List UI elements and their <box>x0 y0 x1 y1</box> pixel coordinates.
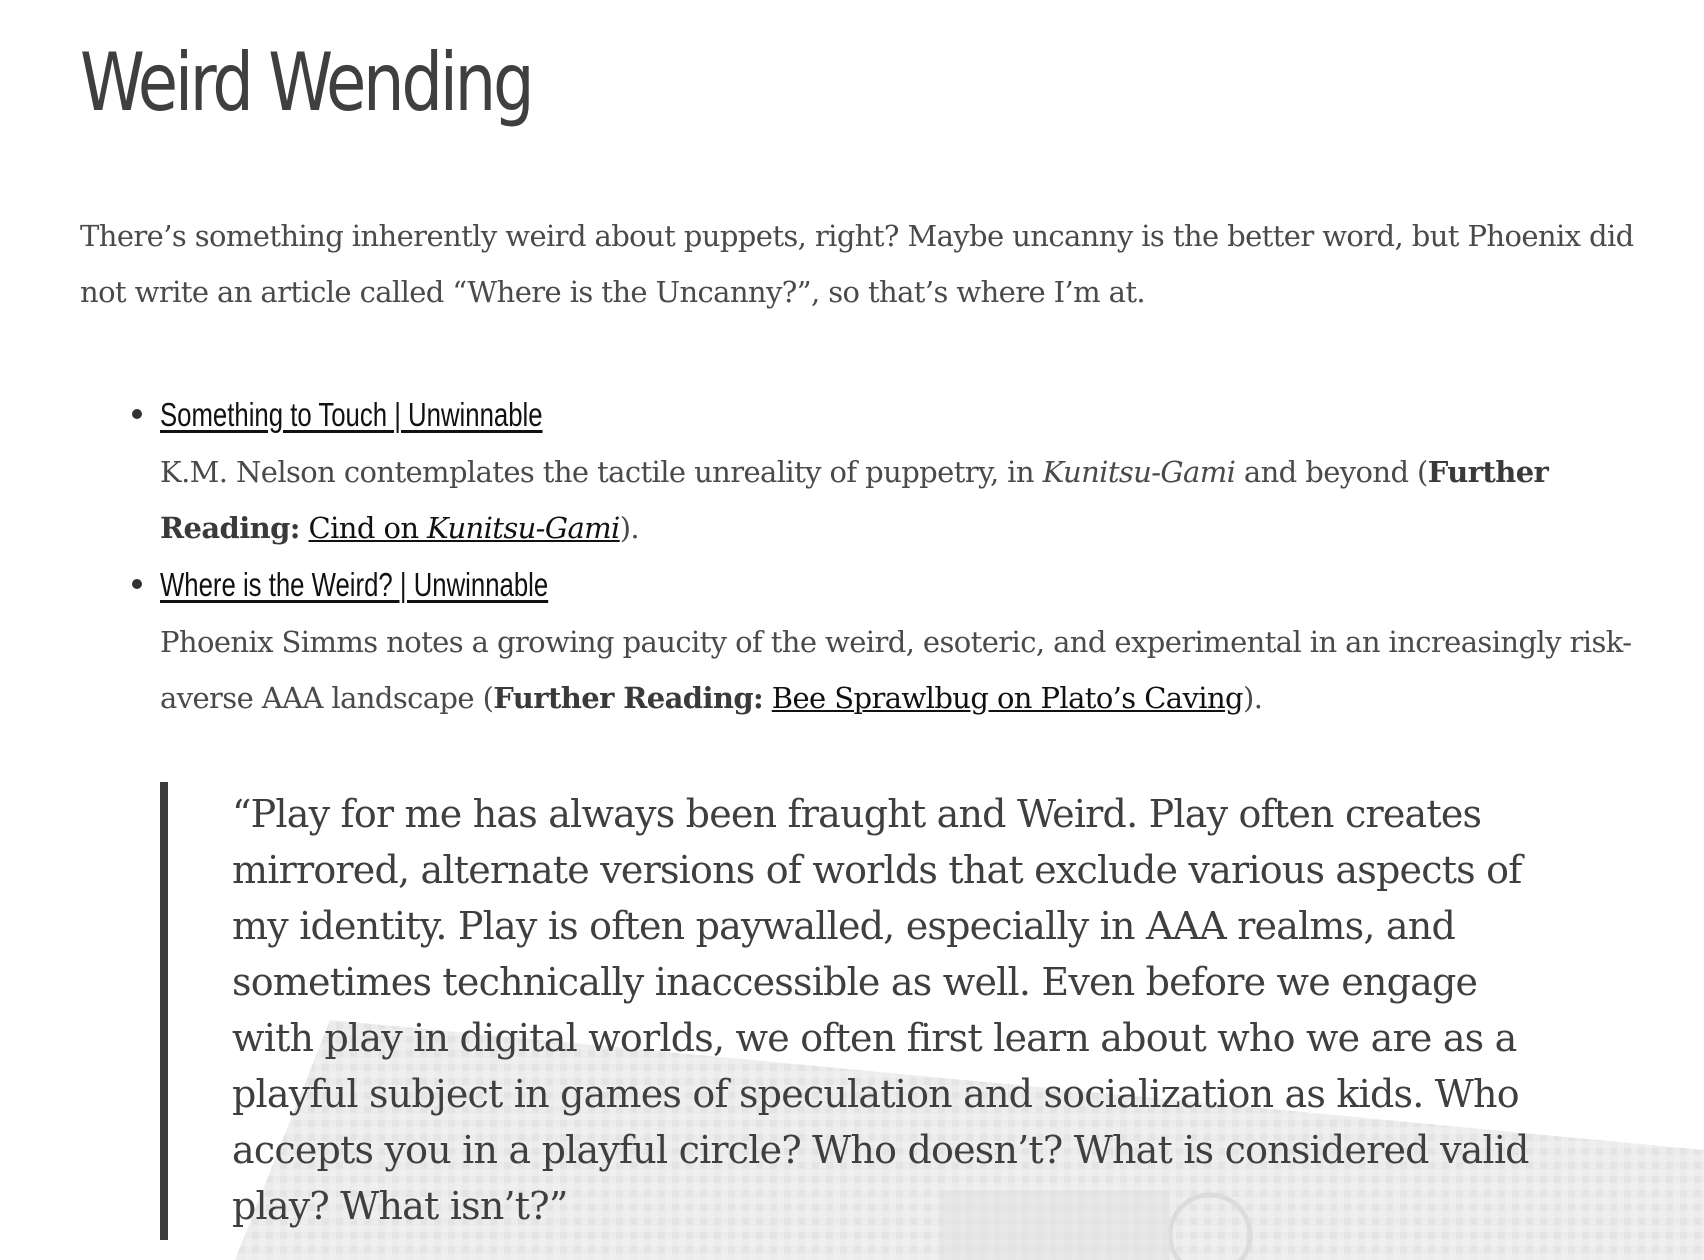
desc-end: ). <box>1242 681 1263 715</box>
intro-paragraph: There’s something inherently weird about puppets, right? Maybe uncanny is the better word, but Phoenix did not write an article called “Where is the Uncanny?”, so that’s where I’m at. <box>80 219 1634 309</box>
list-item <box>160 390 1620 556</box>
list-item <box>160 560 1632 726</box>
item-link-something-to-touch[interactable]: Something to Touch | Unwinnable <box>160 396 543 433</box>
item-description <box>160 614 1640 726</box>
further-link-text: Cind on <box>308 511 428 545</box>
game-title-italic: Kunitsu-Gami <box>1042 455 1236 489</box>
further-link-italic: Kunitsu-Gami <box>427 511 620 545</box>
further-reading-link-cind[interactable] <box>309 511 620 545</box>
desc-text: K.M. Nelson contemplates the tactile unreality of puppetry, in <box>160 455 1043 489</box>
item-description <box>160 444 1640 556</box>
item-link-where-is-the-weird[interactable]: Where is the Weird? | Unwinnable <box>160 566 549 603</box>
bullet-icon <box>132 409 142 419</box>
link-list <box>80 390 1632 726</box>
further-reading-link-bee[interactable]: Bee Sprawlbug on Plato’s Caving <box>771 681 1243 715</box>
desc-text: and beyond ( <box>1235 455 1428 489</box>
bullet-icon <box>132 579 142 589</box>
desc-end: ). <box>619 511 640 545</box>
section-heading: Weird Wending <box>80 36 532 129</box>
further-reading-label: Further Reading: <box>493 681 764 715</box>
further-reading-label: Further Reading: <box>160 455 1549 545</box>
desc-text: Phoenix Simms notes a growing paucity of the weird, esoteric, and experimental in an increasingly risk-averse AAA landscape ( <box>160 625 1632 715</box>
pull-quote: “Play for me has always been fraught and Weird. Play often creates mirrored, alternate versions of worlds that exclude various aspects of my identity. Play is often paywalled, especially in AAA realms, and sometimes technically inaccessible as well. Even before we engage with play in digital worlds, we often first learn about who we are as a playful subject in games of speculation and socialization as kids. Who accepts you in a playful circle? Who doesn’t? What is considered valid play? What isn’t?” <box>160 782 1532 1240</box>
